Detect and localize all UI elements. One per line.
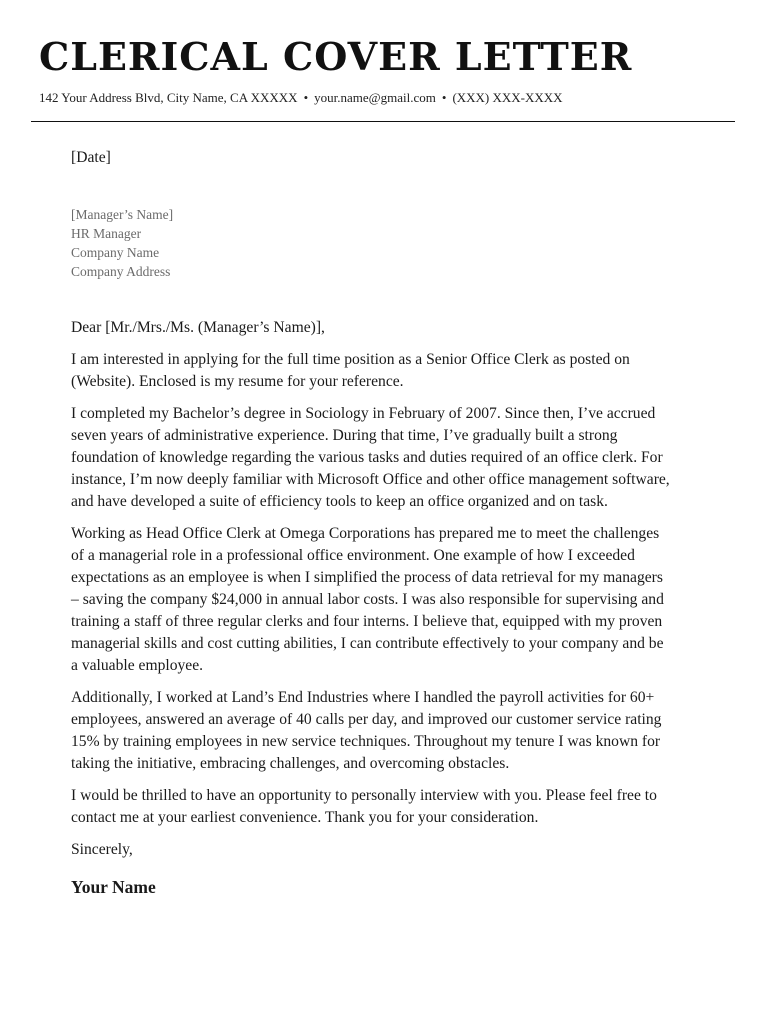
closing: Sincerely,	[71, 841, 133, 858]
address-text: 142 Your Address Blvd, City Name, CA XXXXX	[39, 90, 298, 105]
letter-header	[39, 33, 748, 107]
body-paragraph: Working as Head Office Clerk at Omega Corporations has prepared me to meet the challenges of a managerial role in a professional office environment. One example of how I exceeded expectations as an employee is when I simplified the process of data retrieval for my managers – saving the company $24,000 in annual labor costs. I was also responsible for supervising and training a staff of three regular clerks and four interns. I believe that, equipped with my proven managerial skills and cost cutting abilities, I can contribute effectively to your company and be a valuable employee.	[71, 525, 664, 674]
signature-name: Your Name	[71, 877, 156, 897]
recipient-company-address: Company Address	[71, 264, 171, 279]
phone-text: (XXX) XXX-XXXX	[452, 90, 563, 105]
header-divider	[31, 121, 735, 122]
recipient-company-name: Company Name	[71, 245, 160, 260]
body-paragraph: I am interested in applying for the full time position as a Senior Office Clerk as posted on (Website). Enclosed is my resume for your reference.	[71, 351, 630, 390]
body-paragraph: Additionally, I worked at Land’s End Industries where I handled the payroll activities for 60+ employees, answered an average of 40 calls per day, and improved our customer service rating 15% by training employees in new service techniques. Throughout my tenure I was known for taking the initiative, embracing challenges, and overcoming obstacles.	[71, 689, 662, 772]
separator-bullet: •	[441, 90, 447, 105]
document-title: CLERICAL COVER LETTER	[39, 34, 633, 79]
recipient-block	[71, 205, 671, 281]
separator-bullet: •	[303, 90, 309, 105]
contact-line	[39, 89, 748, 107]
letter-body	[71, 147, 671, 899]
body-paragraph: I would be thrilled to have an opportunity to personally interview with you. Please feel free to contact me at your earliest convenience. Thank you for your consideration.	[71, 787, 657, 826]
salutation: Dear [Mr./Mrs./Ms. (Manager’s Name)],	[71, 319, 325, 336]
recipient-title: HR Manager	[71, 226, 142, 241]
letter-date: [Date]	[71, 149, 111, 166]
recipient-manager-name: [Manager’s Name]	[71, 207, 174, 222]
email-text: your.name@gmail.com	[314, 90, 436, 105]
body-paragraph: I completed my Bachelor’s degree in Sociology in February of 2007. Since then, I’ve accrued seven years of administrative experience. During that time, I’ve gradually built a strong foundation of knowledge regarding the various tasks and duties required of an office clerk. For instance, I’m now deeply familiar with Microsoft Office and other office management software, and have developed a suite of efficiency tools to keep an office organized and on task.	[71, 405, 670, 510]
